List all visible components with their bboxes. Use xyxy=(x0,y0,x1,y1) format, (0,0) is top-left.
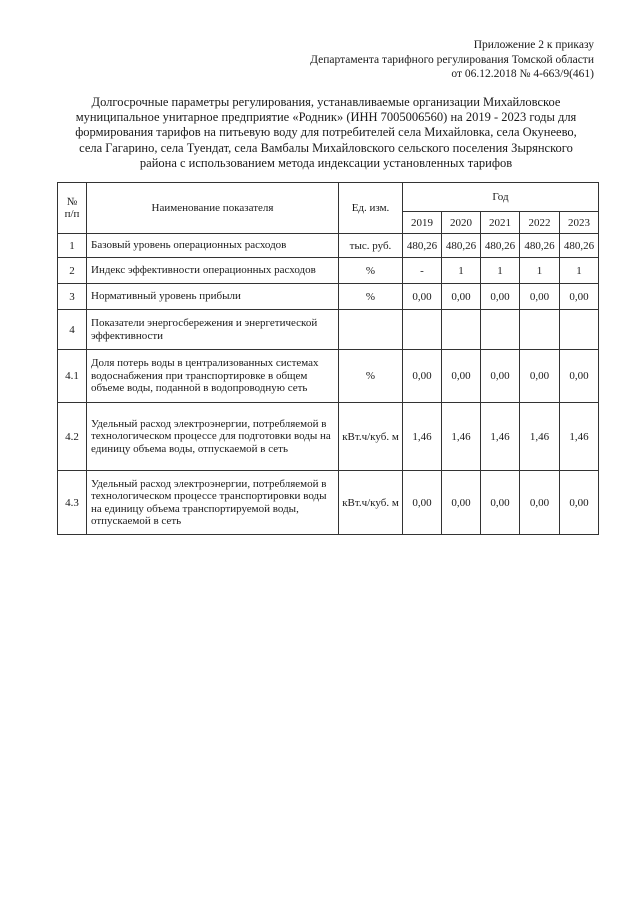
row-value: 1 xyxy=(560,258,599,284)
title-line: Долгосрочные параметры регулирования, устанавливаемые организации Михайловское xyxy=(91,95,561,109)
row-value: 0,00 xyxy=(442,350,481,403)
row-value: 1,46 xyxy=(520,403,560,471)
row-unit: % xyxy=(339,350,403,403)
row-value: - xyxy=(403,258,442,284)
row-number: 4 xyxy=(58,310,87,350)
row-number: 1 xyxy=(58,234,87,258)
row-number: 4.1 xyxy=(58,350,87,403)
table-row xyxy=(58,234,599,258)
row-value: 0,00 xyxy=(481,350,520,403)
row-value: 0,00 xyxy=(560,350,599,403)
row-value: 0,00 xyxy=(403,350,442,403)
row-value: 1 xyxy=(481,258,520,284)
table-row xyxy=(58,310,599,350)
row-value xyxy=(520,310,560,350)
row-value: 0,00 xyxy=(560,284,599,310)
row-name: Удельный расход электроэнергии, потребляемой в технологическом процессе для подготовки воды на единицу объема воды, отпускаемой в сеть xyxy=(87,403,339,471)
row-value: 480,26 xyxy=(560,234,599,258)
row-unit: кВт.ч/куб. м xyxy=(339,471,403,535)
row-value: 480,26 xyxy=(442,234,481,258)
header-indicator-name: Наименование показателя xyxy=(87,183,339,234)
appendix-line: от 06.12.2018 № 4-663/9(461) xyxy=(451,68,594,80)
header-year: 2022 xyxy=(520,212,560,234)
row-value: 480,26 xyxy=(403,234,442,258)
row-value: 480,26 xyxy=(520,234,560,258)
appendix-line: Департамента тарифного регулирования Томской области xyxy=(310,53,594,66)
table-row xyxy=(58,258,599,284)
row-name: Нормативный уровень прибыли xyxy=(87,284,339,310)
header-year: 2020 xyxy=(442,212,481,234)
row-value: 0,00 xyxy=(520,284,560,310)
appendix-line: Приложение 2 к приказу xyxy=(473,39,594,51)
row-unit: % xyxy=(339,284,403,310)
row-value: 1 xyxy=(520,258,560,284)
row-value xyxy=(560,310,599,350)
title-line: формирования тарифов на питьевую воду для потребителей села Михайловка, села Окунеево, xyxy=(75,125,577,140)
row-value xyxy=(442,310,481,350)
header-number-line1: № xyxy=(66,196,78,208)
row-value: 1,46 xyxy=(442,403,481,471)
row-number: 2 xyxy=(58,258,87,284)
row-value: 1,46 xyxy=(403,403,442,471)
row-value: 1 xyxy=(442,258,481,284)
title-line: муниципальное унитарное предприятие «Родник» (ИНН 7005006560) на 2019 - 2023 годы для xyxy=(75,110,577,125)
row-unit xyxy=(339,310,403,350)
row-value: 0,00 xyxy=(481,284,520,310)
table-row xyxy=(58,284,599,310)
header-unit: Ед. изм. xyxy=(339,183,403,234)
header-year-group: Год xyxy=(403,183,599,212)
row-number: 4.3 xyxy=(58,471,87,535)
row-name: Доля потерь воды в централизованных системах водоснабжения при транспортировке в общем объеме воды, поданной в водопроводную сеть xyxy=(87,350,339,403)
appendix-reference xyxy=(234,38,594,82)
header-year: 2019 xyxy=(403,212,442,234)
row-value: 1,46 xyxy=(481,403,520,471)
row-value: 0,00 xyxy=(481,471,520,535)
table-row xyxy=(58,350,599,403)
row-value xyxy=(481,310,520,350)
row-value: 0,00 xyxy=(520,350,560,403)
row-number: 4.2 xyxy=(58,403,87,471)
row-value: 0,00 xyxy=(560,471,599,535)
document-title xyxy=(60,95,592,171)
row-name: Индекс эффективности операционных расходов xyxy=(87,258,339,284)
row-value: 480,26 xyxy=(481,234,520,258)
title-line: района с использованием метода индексации установленных тарифов xyxy=(139,155,513,170)
header-number-line2: п/п xyxy=(64,208,80,220)
row-value: 0,00 xyxy=(442,284,481,310)
table-row xyxy=(58,471,599,535)
parameters-table xyxy=(57,182,599,535)
row-unit: % xyxy=(339,258,403,284)
header-number xyxy=(58,183,87,234)
row-name: Базовый уровень операционных расходов xyxy=(87,234,339,258)
row-name: Показатели энергосбережения и энергетической эффективности xyxy=(87,310,339,350)
row-value: 0,00 xyxy=(403,471,442,535)
row-unit: кВт.ч/куб. м xyxy=(339,403,403,471)
row-unit: тыс. руб. xyxy=(339,234,403,258)
row-value: 1,46 xyxy=(560,403,599,471)
row-number: 3 xyxy=(58,284,87,310)
row-value: 0,00 xyxy=(442,471,481,535)
header-year: 2023 xyxy=(560,212,599,234)
title-line: села Гагарино, села Туендат, села Вамбалы Михайловского сельского поселения Зырянского xyxy=(79,140,573,155)
row-value: 0,00 xyxy=(403,284,442,310)
table-row xyxy=(58,403,599,471)
row-value: 0,00 xyxy=(520,471,560,535)
row-name: Удельный расход электроэнергии, потребляемой в технологическом процессе транспортировки воды на единицу объема транспортируемой воды, отпускаемой в сеть xyxy=(87,471,339,535)
row-value xyxy=(403,310,442,350)
header-year: 2021 xyxy=(481,212,520,234)
